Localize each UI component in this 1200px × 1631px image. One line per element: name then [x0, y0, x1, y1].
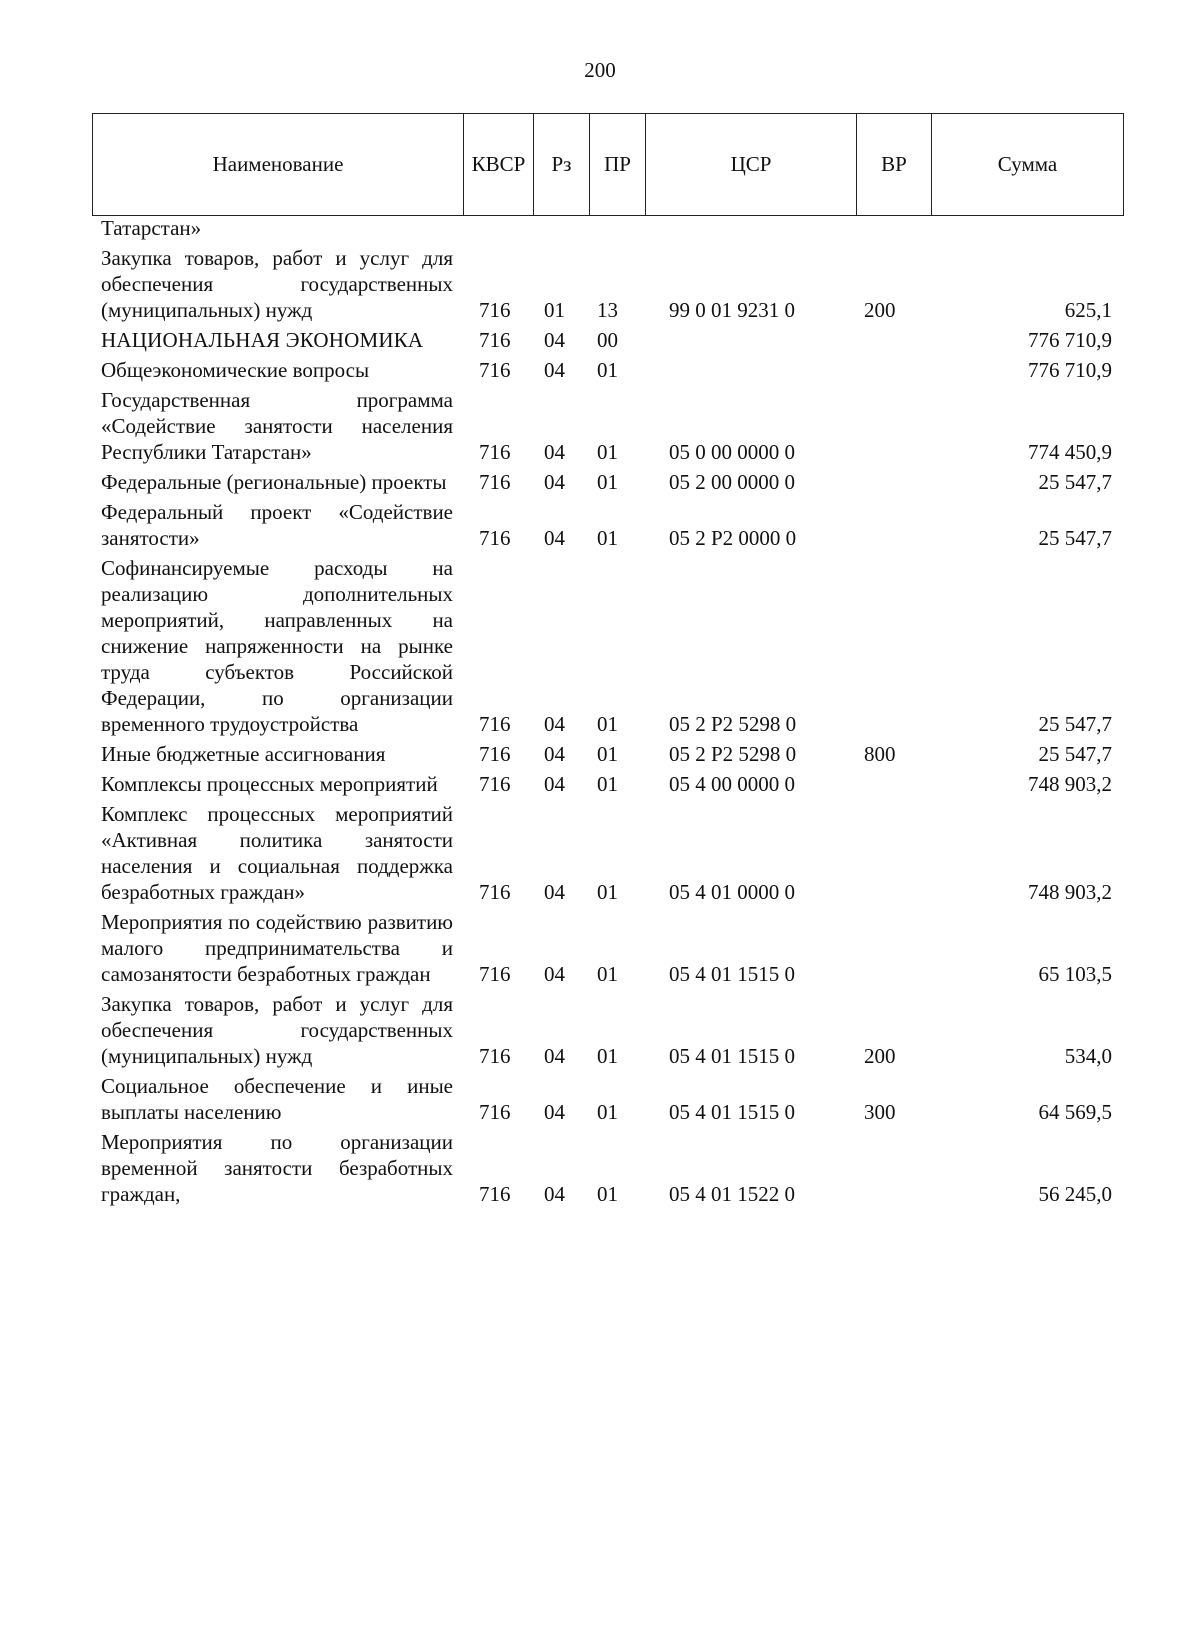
header-vr: ВР [857, 114, 932, 215]
header-name: Наименование [93, 114, 464, 215]
row-rz: 04 [544, 526, 565, 550]
table-row [92, 909, 1124, 991]
table-row [92, 1073, 1124, 1129]
row-rz: 04 [544, 470, 565, 494]
table-row [92, 469, 1124, 499]
row-sum: 776 710,9 [1028, 328, 1112, 352]
row-kvsr: 716 [479, 742, 511, 766]
row-rz: 04 [544, 358, 565, 382]
row-sum: 534,0 [1064, 1044, 1112, 1068]
row-name: Государственная программа «Содействие занятости населения Республики Татарстан» [101, 388, 453, 464]
row-rz: 04 [544, 880, 565, 904]
row-sum: 25 547,7 [1038, 742, 1112, 766]
row-sum: 776 710,9 [1028, 358, 1112, 382]
row-csr: 05 2 Р2 5298 0 [669, 742, 797, 766]
row-csr: 05 4 01 1515 0 [669, 1044, 795, 1068]
row-kvsr: 716 [479, 1044, 511, 1068]
row-kvsr: 716 [479, 962, 511, 986]
row-sum: 65 103,5 [1038, 962, 1112, 986]
row-csr: 05 4 01 1515 0 [669, 962, 795, 986]
row-rz: 04 [544, 712, 565, 736]
row-pr: 13 [597, 298, 618, 322]
row-pr: 01 [597, 1044, 618, 1068]
row-kvsr: 716 [479, 358, 511, 382]
table-body [92, 215, 1124, 1211]
row-pr: 01 [597, 358, 618, 382]
row-sum: 748 903,2 [1028, 880, 1112, 904]
row-pr: 01 [597, 712, 618, 736]
header-kvsr: КВСР [464, 114, 534, 215]
row-sum: 25 547,7 [1038, 470, 1112, 494]
row-sum: 774 450,9 [1028, 440, 1112, 464]
header-csr: ЦСР [646, 114, 857, 215]
row-csr: 99 0 01 9231 0 [669, 298, 795, 322]
row-sum: 748 903,2 [1028, 772, 1112, 796]
table-row [92, 555, 1124, 741]
table-row [92, 387, 1124, 469]
row-pr: 01 [597, 526, 618, 550]
row-csr: 05 4 01 1515 0 [669, 1100, 795, 1124]
row-csr: 05 4 01 1522 0 [669, 1182, 795, 1206]
row-pr: 01 [597, 1100, 618, 1124]
row-name: Федеральные (региональные) проекты [101, 470, 447, 494]
row-name: НАЦИОНАЛЬНАЯ ЭКОНОМИКА [101, 328, 424, 352]
row-kvsr: 716 [479, 328, 511, 352]
row-pr: 01 [597, 1182, 618, 1206]
row-name: Общеэкономические вопросы [101, 358, 370, 382]
row-sum: 64 569,5 [1038, 1100, 1112, 1124]
row-pr: 01 [597, 962, 618, 986]
row-kvsr: 716 [479, 712, 511, 736]
row-name: Закупка товаров, работ и услуг для обеспечения государственных (муниципальных) нужд [101, 246, 453, 322]
header-pr: ПР [590, 114, 646, 215]
row-kvsr: 716 [479, 772, 511, 796]
row-name: Социальное обеспечение и иные выплаты населению [101, 1074, 453, 1124]
row-csr: 05 0 00 0000 0 [669, 440, 795, 464]
row-name: Софинансируемые расходы на реализацию дополнительных мероприятий, направленных на снижение напряженности на рынке труда субъектов Российской Федерации, по организации временного трудоустройства [101, 556, 453, 736]
row-name: Закупка товаров, работ и услуг для обеспечения государственных (муниципальных) нужд [101, 992, 453, 1068]
row-pr: 01 [597, 772, 618, 796]
row-csr: 05 2 Р2 0000 0 [669, 526, 797, 550]
row-name: Иные бюджетные ассигнования [101, 742, 386, 766]
row-csr: 05 2 00 0000 0 [669, 470, 795, 494]
row-sum: 625,1 [1064, 298, 1112, 322]
row-pr: 01 [597, 470, 618, 494]
row-rz: 04 [544, 772, 565, 796]
row-kvsr: 716 [479, 440, 511, 464]
row-name: Татарстан» [101, 216, 202, 240]
table-row [92, 771, 1124, 801]
table-row [92, 741, 1124, 771]
header-rz: Рз [534, 114, 590, 215]
row-name: Федеральный проект «Содействие занятости» [101, 500, 453, 550]
table-row [92, 991, 1124, 1073]
row-name: Комплекс процессных мероприятий «Активная политика занятости населения и социальная поддержка безработных граждан» [101, 802, 453, 904]
row-rz: 04 [544, 440, 565, 464]
row-vr: 200 [864, 298, 896, 322]
row-kvsr: 716 [479, 470, 511, 494]
row-name: Комплексы процессных мероприятий [101, 772, 438, 796]
row-rz: 01 [544, 298, 565, 322]
row-sum: 25 547,7 [1038, 712, 1112, 736]
row-rz: 04 [544, 1100, 565, 1124]
row-csr: 05 4 00 0000 0 [669, 772, 795, 796]
row-sum: 25 547,7 [1038, 526, 1112, 550]
row-vr: 800 [864, 742, 896, 766]
row-vr: 200 [864, 1044, 896, 1068]
row-kvsr: 716 [479, 526, 511, 550]
table-row [92, 245, 1124, 327]
row-vr: 300 [864, 1100, 896, 1124]
row-sum: 56 245,0 [1038, 1182, 1112, 1206]
table-row [92, 215, 1124, 245]
row-rz: 04 [544, 1044, 565, 1068]
row-rz: 04 [544, 1182, 565, 1206]
row-pr: 00 [597, 328, 618, 352]
row-rz: 04 [544, 742, 565, 766]
row-csr: 05 4 01 0000 0 [669, 880, 795, 904]
row-kvsr: 716 [479, 1100, 511, 1124]
row-rz: 04 [544, 328, 565, 352]
table-row [92, 499, 1124, 555]
row-pr: 01 [597, 742, 618, 766]
row-kvsr: 716 [479, 1182, 511, 1206]
row-kvsr: 716 [479, 298, 511, 322]
row-name: Мероприятия по организации временной занятости безработных граждан, [101, 1130, 453, 1206]
table-row [92, 1129, 1124, 1211]
page-number: 200 [584, 58, 616, 82]
table-row [92, 357, 1124, 387]
row-pr: 01 [597, 880, 618, 904]
row-rz: 04 [544, 962, 565, 986]
row-kvsr: 716 [479, 880, 511, 904]
header-sum: Сумма [997, 152, 1058, 176]
row-name: Мероприятия по содействию развитию малого предпринимательства и самозанятости безработных граждан [101, 910, 453, 986]
row-pr: 01 [597, 440, 618, 464]
table-row [92, 327, 1124, 357]
table-header [92, 113, 1124, 216]
row-csr: 05 2 Р2 5298 0 [669, 712, 797, 736]
table-row [92, 801, 1124, 909]
